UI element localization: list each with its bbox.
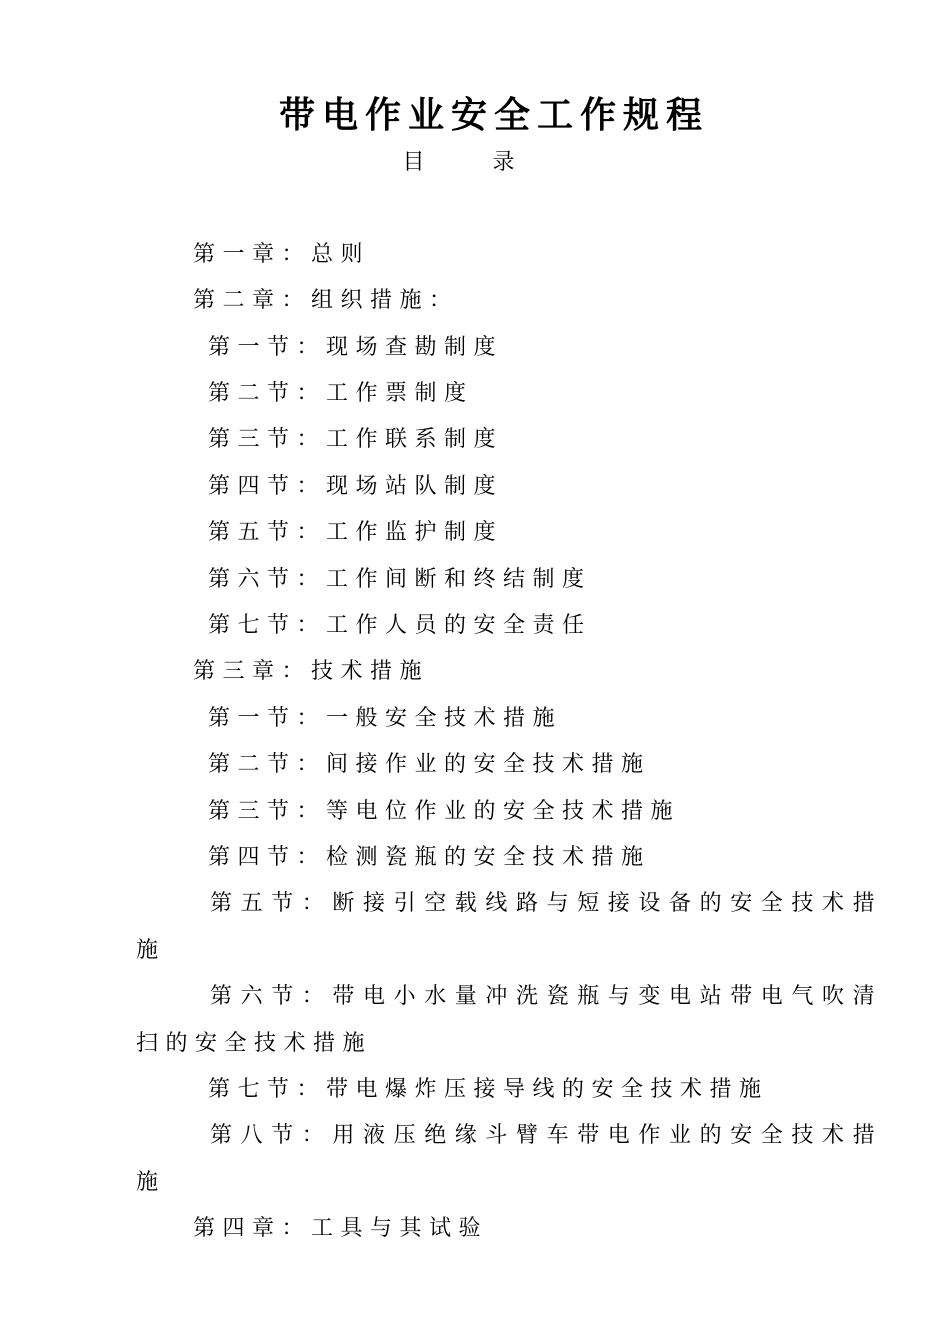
- toc-section-2-2[interactable]: 第二节：工作票制度: [208, 381, 474, 406]
- toc-section-3-8-continuation[interactable]: 施: [136, 1170, 166, 1195]
- toc-section-2-4[interactable]: 第四节：现场站队制度: [208, 474, 504, 499]
- toc-section-3-2[interactable]: 第二节：间接作业的安全技术措施: [208, 752, 651, 777]
- toc-section-3-5-continuation[interactable]: 施: [136, 938, 166, 963]
- toc-section-3-6[interactable]: 第六节：带电小水量冲洗瓷瓶与变电站带电气吹清: [210, 984, 884, 1009]
- toc-section-3-8[interactable]: 第八节：用液压绝缘斗臂车带电作业的安全技术措: [210, 1123, 884, 1148]
- toc-section-3-4[interactable]: 第四节：检测瓷瓶的安全技术措施: [208, 845, 651, 870]
- toc-chapter-1[interactable]: 第一章：总则: [193, 242, 371, 267]
- toc-section-3-7[interactable]: 第七节：带电爆炸压接导线的安全技术措施: [208, 1077, 769, 1102]
- toc-heading: 目录: [402, 150, 583, 175]
- toc-section-2-7[interactable]: 第七节：工作人员的安全责任: [208, 613, 592, 638]
- toc-section-3-6-continuation[interactable]: 扫的安全技术措施: [136, 1031, 373, 1056]
- document-title: 带电作业安全工作规程: [278, 95, 709, 136]
- toc-section-2-1[interactable]: 第一节：现场查勘制度: [208, 335, 504, 360]
- toc-section-3-1[interactable]: 第一节：一般安全技术措施: [208, 706, 563, 731]
- toc-section-2-3[interactable]: 第三节：工作联系制度: [208, 427, 504, 452]
- toc-section-2-5[interactable]: 第五节：工作监护制度: [208, 520, 504, 545]
- toc-chapter-4[interactable]: 第四章：工具与其试验: [193, 1216, 489, 1241]
- toc-section-2-6[interactable]: 第六节：工作间断和终结制度: [208, 567, 592, 592]
- toc-chapter-3[interactable]: 第三章：技术措施: [193, 659, 430, 684]
- toc-chapter-2[interactable]: 第二章：组织措施：: [193, 288, 459, 313]
- toc-section-3-3[interactable]: 第三节：等电位作业的安全技术措施: [208, 799, 681, 824]
- toc-section-3-5[interactable]: 第五节：断接引空载线路与短接设备的安全技术措: [210, 891, 884, 916]
